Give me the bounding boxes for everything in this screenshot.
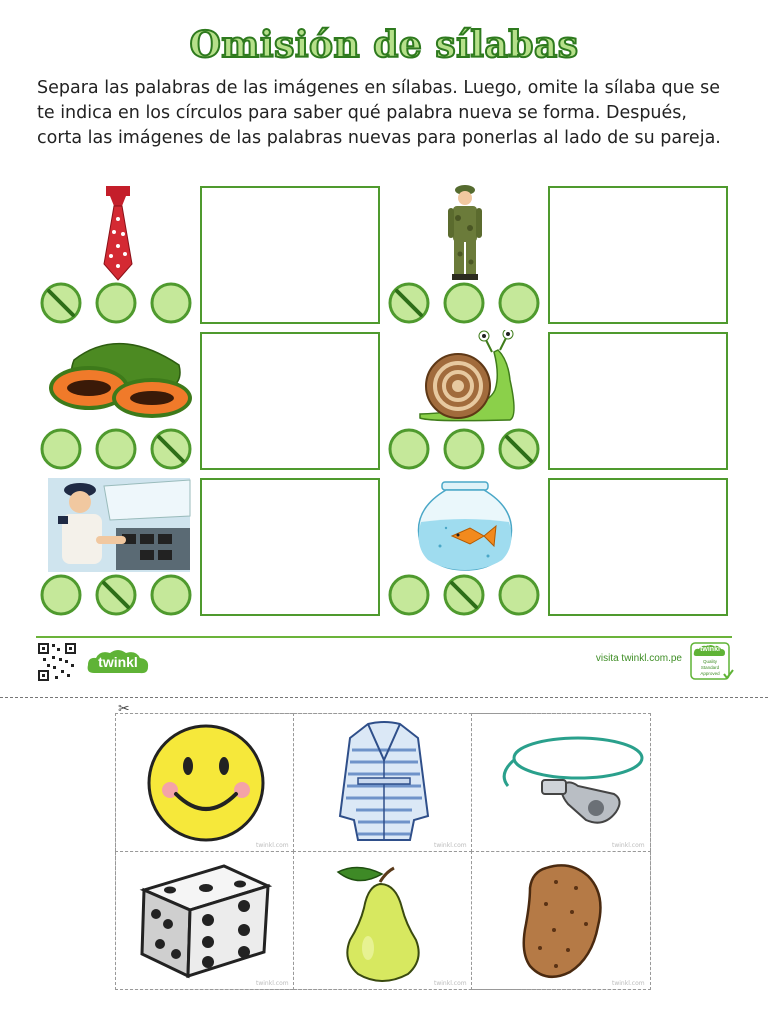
answer-box[interactable] [200, 186, 380, 324]
quality-badge [690, 642, 734, 682]
watermark: twinkl.com [612, 980, 645, 987]
bathrobe-icon [334, 720, 434, 848]
watermark: twinkl.com [434, 842, 467, 849]
fishbowl-icon [390, 476, 540, 576]
footer-divider [36, 636, 732, 638]
crossed-syllable-circle[interactable] [498, 428, 540, 470]
watermark: twinkl.com [434, 980, 467, 987]
syllable-circle[interactable] [150, 574, 192, 616]
watermark: twinkl.com [612, 842, 645, 849]
potato-icon [516, 862, 608, 980]
watermark: twinkl.com [256, 842, 289, 849]
crossed-syllable-circle[interactable] [40, 282, 82, 324]
twinkl-logo-text: twinkl [98, 654, 138, 670]
cutout-cell[interactable] [293, 851, 472, 990]
crossed-syllable-circle[interactable] [388, 282, 430, 324]
instructions-text: Separa las palabras de las imágenes en sílabas. Luego, omite la sílaba que se te indica en los círculos para saber qué palabra nueva se forma. Después, corta las imágenes de las palabras nuevas para ponerlas al lado de su pareja. [37, 78, 721, 148]
smiley-face-icon [136, 722, 276, 844]
scissors-icon: ✂ [118, 701, 130, 717]
syllable-circle[interactable] [40, 574, 82, 616]
answer-box[interactable] [548, 478, 728, 616]
cutout-cell[interactable] [115, 713, 294, 852]
crossed-syllable-circle[interactable] [150, 428, 192, 470]
syllable-circle[interactable] [388, 574, 430, 616]
answer-box[interactable] [548, 186, 728, 324]
papaya-icon [44, 330, 194, 430]
answer-box[interactable] [200, 478, 380, 616]
cutout-cell[interactable] [293, 713, 472, 852]
watermark: twinkl.com [256, 980, 289, 987]
syllable-circle[interactable] [443, 282, 485, 324]
soldier-icon [390, 184, 540, 284]
syllable-circle[interactable] [498, 282, 540, 324]
crossed-syllable-circle[interactable] [95, 574, 137, 616]
cutout-cell[interactable] [471, 713, 651, 852]
syllable-circle[interactable] [388, 428, 430, 470]
answer-box[interactable] [200, 332, 380, 470]
syllable-circle[interactable] [443, 428, 485, 470]
cutout-cell[interactable] [115, 851, 294, 990]
syllable-circle[interactable] [150, 282, 192, 324]
twinkl-logo [86, 647, 150, 677]
page-title: Omisión de sílabas [189, 24, 579, 66]
visit-link[interactable]: visita twinkl.com.pe [595, 653, 682, 664]
pear-icon [328, 862, 438, 984]
crossed-syllable-circle[interactable] [443, 574, 485, 616]
snail-icon [390, 330, 540, 430]
syllable-circle[interactable] [95, 282, 137, 324]
dice-icon [134, 860, 274, 982]
badge-text: Quality Standard Approved [700, 659, 720, 676]
pilot-icon [44, 476, 194, 576]
whistle-icon [478, 734, 646, 834]
syllable-circle[interactable] [40, 428, 82, 470]
answer-box[interactable] [548, 332, 728, 470]
tie-icon [44, 184, 194, 284]
qr-code-icon [37, 642, 77, 682]
cut-line [0, 697, 768, 698]
syllable-circle[interactable] [498, 574, 540, 616]
badge-brand: twinkl [700, 646, 720, 653]
syllable-circle[interactable] [95, 428, 137, 470]
cutout-cell[interactable] [471, 851, 651, 990]
